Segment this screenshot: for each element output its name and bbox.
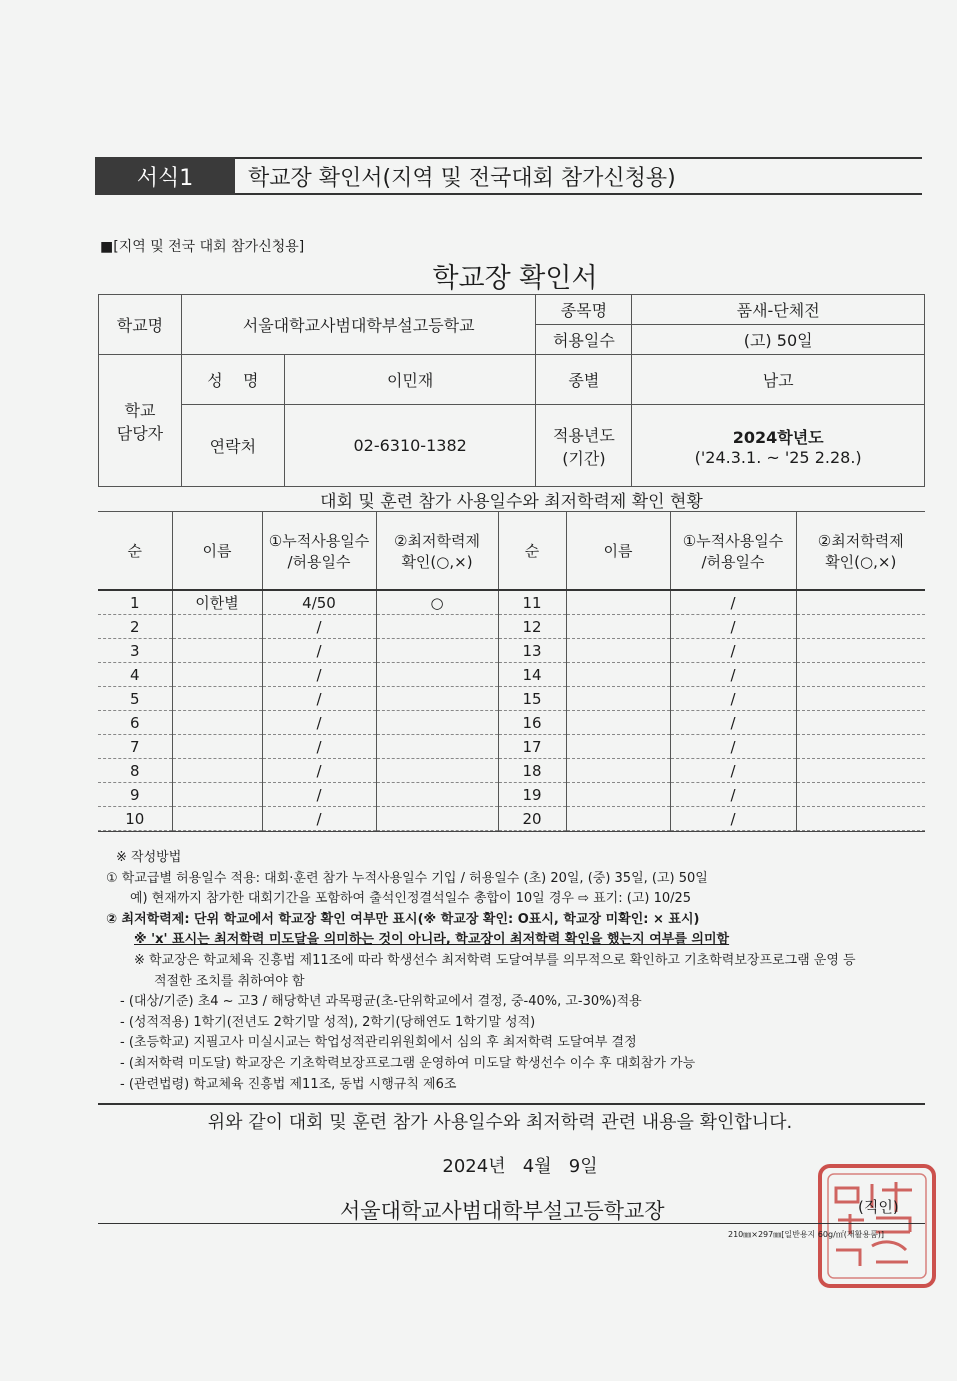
header-check-left: ②최저학력제 확인(○,×): [376, 512, 498, 591]
cell-check: [796, 590, 925, 615]
header-days-left: ①누적사용일수 /허용일수: [262, 512, 376, 591]
cell-name: [172, 807, 262, 831]
cell-check: [796, 759, 925, 783]
instruction-line: - (초등학교) 지필고사 미실시교는 학업성적관리위원회에서 심의 후 최저학력 도달여부 결정: [120, 1035, 637, 1051]
table-row: [98, 807, 925, 831]
category-label: 종별: [536, 355, 632, 405]
usage-table-bottom-rule: [98, 831, 925, 832]
cell-no: 5: [98, 687, 172, 711]
cell-no: 12: [498, 615, 566, 639]
cell-name: [172, 687, 262, 711]
cell-days: /: [262, 663, 376, 687]
cell-no: 16: [498, 711, 566, 735]
cell-days: /: [670, 759, 796, 783]
header-days-right: ①누적사용일수 /허용일수: [670, 512, 796, 591]
cell-no: 1: [98, 590, 172, 615]
cell-days: /: [670, 663, 796, 687]
cell-no: 3: [98, 639, 172, 663]
staff-label: 학교 담당자: [99, 355, 182, 487]
table-row: [98, 590, 925, 615]
event-label: 종목명: [536, 295, 632, 325]
cell-check: [376, 759, 498, 783]
cell-name: [566, 735, 670, 759]
cell-check: [376, 639, 498, 663]
cell-check: [376, 711, 498, 735]
instruction-line: ① 학교급별 허용일수 적용: 대회·훈련 참가 누적사용일수 기입 / 허용일수 (초) 20일, (중) 35일, (고) 50일: [106, 870, 708, 886]
cell-name: [566, 590, 670, 615]
cell-no: 7: [98, 735, 172, 759]
header-no-right: 순: [498, 512, 566, 591]
instruction-line: ② 최저학력제: 단위 학교에서 학교장 확인 여부만 표시(※ 학교장 확인: O표시, 학교장 미확인: × 표시): [106, 911, 700, 927]
period-value: [632, 405, 925, 487]
cell-name: [566, 687, 670, 711]
cell-name: [172, 663, 262, 687]
cell-no: 17: [498, 735, 566, 759]
cell-no: 10: [98, 807, 172, 831]
person-name-value: 이민재: [284, 355, 536, 405]
cell-name: [566, 711, 670, 735]
cell-name: [566, 663, 670, 687]
cell-days: /: [262, 735, 376, 759]
header-check-right: ②최저학력제 확인(○,×): [796, 512, 925, 591]
issue-date: 2024년 4월 9일: [442, 1156, 598, 1177]
cell-no: 9: [98, 783, 172, 807]
cell-days: /: [262, 687, 376, 711]
cell-no: 8: [98, 759, 172, 783]
cell-name: [172, 783, 262, 807]
instruction-line: 적절한 조치를 취하여야 함: [154, 973, 305, 989]
header-name-left: 이름: [172, 512, 262, 591]
cell-no: 20: [498, 807, 566, 831]
contact-value: 02-6310-1382: [284, 405, 536, 487]
separator: [98, 1103, 925, 1105]
table-row: [98, 735, 925, 759]
cell-name: [172, 711, 262, 735]
cell-check: [376, 807, 498, 831]
cell-no: 6: [98, 711, 172, 735]
school-name-label: 학교명: [99, 295, 182, 355]
cell-days: /: [670, 711, 796, 735]
cell-name: [566, 759, 670, 783]
cell-check: [376, 663, 498, 687]
cell-check: [376, 783, 498, 807]
category-value: 남고: [632, 355, 925, 405]
person-name-label: 성 명: [181, 355, 284, 405]
table-row: [98, 759, 925, 783]
instruction-line: - (최저학력 미도달) 학교장은 기초학력보장프로그램 운영하여 미도달 학생선수 이수 후 대회참가 가능: [120, 1055, 696, 1071]
cell-check: [796, 735, 925, 759]
cell-days: /: [670, 807, 796, 831]
allowed-days-value: (고) 50일: [632, 325, 925, 355]
cell-no: 11: [498, 590, 566, 615]
cell-no: 4: [98, 663, 172, 687]
sub-label: ■[지역 및 전국 대회 참가신청용]: [100, 239, 305, 255]
table-row: [98, 663, 925, 687]
cell-no: 15: [498, 687, 566, 711]
cell-no: 2: [98, 615, 172, 639]
cell-check: [796, 807, 925, 831]
instruction-line: ※ 작성방법: [116, 850, 182, 865]
table-row: [98, 687, 925, 711]
cell-no: 14: [498, 663, 566, 687]
table-row: [98, 711, 925, 735]
cell-days: /: [670, 735, 796, 759]
cell-no: 18: [498, 759, 566, 783]
cell-no: 19: [498, 783, 566, 807]
cell-check: [376, 687, 498, 711]
table-row: [98, 639, 925, 663]
school-name-value: 서울대학교사범대학부설고등학교: [181, 295, 536, 355]
instruction-line: - (대상/기준) 초4 ~ 고3 / 해당학년 과목평균(초-단위학교에서 결정, 중-40%, 고-30%)적용: [120, 994, 642, 1010]
cell-days: /: [262, 759, 376, 783]
cell-check: [796, 639, 925, 663]
cell-days: /: [670, 639, 796, 663]
contact-label: 연락처: [181, 405, 284, 487]
cell-name: [566, 807, 670, 831]
instructions: [106, 848, 936, 1095]
usage-section-title: 대회 및 훈련 참가 사용일수와 최저학력제 확인 현황: [320, 492, 703, 512]
cell-days: /: [262, 807, 376, 831]
official-seal-stamp: [816, 1162, 938, 1290]
confirmation-statement: 위와 같이 대회 및 훈련 참가 사용일수와 최저학력 관련 내용을 확인합니다.: [207, 1112, 793, 1133]
cell-days: /: [670, 590, 796, 615]
cell-name: [172, 735, 262, 759]
cell-check: [796, 663, 925, 687]
info-table: [98, 294, 925, 487]
cell-days: /: [262, 639, 376, 663]
cell-name: [566, 639, 670, 663]
document-title: 학교장 확인서: [432, 263, 598, 294]
cell-name: [172, 639, 262, 663]
signer-name: 서울대학교사범대학부설고등학교장: [340, 1199, 665, 1223]
cell-check: [376, 735, 498, 759]
footer-rule: [98, 1223, 925, 1224]
cell-days: /: [670, 687, 796, 711]
cell-check: [796, 783, 925, 807]
seal-mark: (직인): [858, 1198, 899, 1216]
period-year: 2024학년도: [732, 427, 824, 447]
event-value: 품새-단체전: [632, 295, 925, 325]
cell-check: [796, 711, 925, 735]
table-row: [98, 783, 925, 807]
form-title: 학교장 확인서(지역 및 전국대회 참가신청용): [248, 165, 676, 191]
instruction-line: 예) 현재까지 참가한 대회기간을 포함하여 출석인정결석일수 총합이 10일 경우 ⇨ 표기: (고) 10/25: [130, 891, 692, 907]
cell-name: [566, 615, 670, 639]
cell-days: 4/50: [262, 590, 376, 615]
cell-no: 13: [498, 639, 566, 663]
cell-name: [172, 615, 262, 639]
table-row: [98, 615, 925, 639]
cell-days: /: [262, 783, 376, 807]
allowed-days-label: 허용일수: [536, 325, 632, 355]
cell-name: 이한별: [172, 590, 262, 615]
cell-check: ○: [376, 590, 498, 615]
cell-days: /: [670, 615, 796, 639]
cell-name: [566, 783, 670, 807]
header-no-left: 순: [98, 512, 172, 591]
period-label: 적용년도 (기간): [536, 405, 632, 487]
cell-days: /: [262, 711, 376, 735]
period-range: ('24.3.1. ~ '25 2.28.): [694, 447, 862, 467]
cell-days: /: [262, 615, 376, 639]
paper-spec-note: 210㎜×297㎜[일반용지 60g/㎡(재활용품)]: [728, 1230, 885, 1239]
form-number: 서식1: [95, 157, 235, 195]
instruction-line: - (관련법령) 학교체육 진흥법 제11조, 동법 시행규칙 제6조: [120, 1076, 457, 1092]
usage-table: [98, 511, 925, 831]
header-name-right: 이름: [566, 512, 670, 591]
cell-check: [796, 615, 925, 639]
cell-check: [796, 687, 925, 711]
instruction-line: - (성적적용) 1학기(전년도 2학기말 성적), 2학기(당해연도 1학기말 성적): [120, 1014, 536, 1030]
cell-name: [172, 759, 262, 783]
cell-check: [376, 615, 498, 639]
cell-days: /: [670, 783, 796, 807]
instruction-line: ※ 'x' 표시는 최저학력 미도달을 의미하는 것이 아니라, 학교장이 최저학력 확인을 했는지 여부를 의미함: [134, 932, 730, 948]
instruction-line: ※ 학교장은 학교체육 진흥법 제11조에 따라 학생선수 최저학력 도달여부를 의무적으로 확인하고 기초학력보장프로그램 운영 등: [134, 952, 856, 968]
